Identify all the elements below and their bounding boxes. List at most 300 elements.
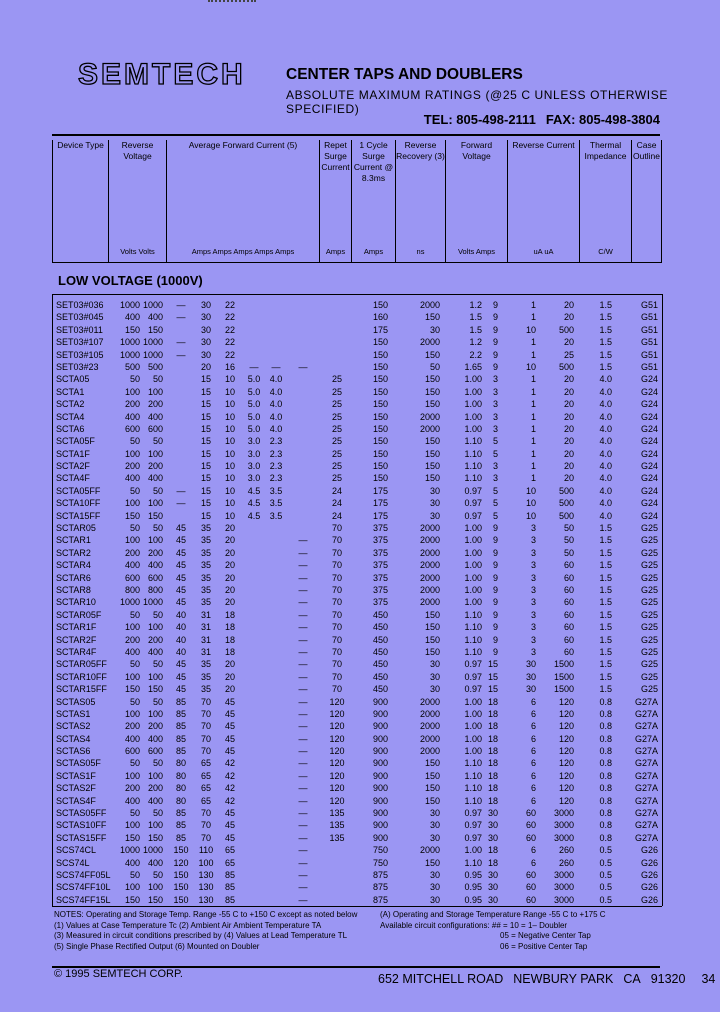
note-line: (1) Values at Case Temperature Tc (2) Ambient Air Ambient Temperature TA	[54, 920, 322, 930]
table-cell: 1.10	[464, 857, 482, 868]
table-cell: 4.0	[599, 461, 612, 472]
table-cell: 0.97	[464, 684, 482, 695]
table-cell: —	[298, 584, 308, 595]
table-cell: G25	[640, 597, 658, 608]
table-cell: SET03#105	[56, 349, 104, 360]
table-cell: SCTAS10FF	[56, 820, 107, 831]
table-cell: 100	[124, 671, 140, 682]
table-cell: 100	[124, 770, 140, 781]
table-cell: 100	[124, 498, 140, 509]
table-cell: 450	[372, 684, 388, 695]
table-cell: SET03#23	[56, 361, 99, 372]
table-cell: 150	[147, 894, 163, 905]
table-cell: 1.00	[464, 523, 482, 534]
table-cell: 80	[175, 795, 186, 806]
table-row	[52, 423, 662, 435]
table-cell: 10	[224, 473, 235, 484]
table-cell: 3	[492, 386, 498, 397]
table-row	[52, 398, 662, 410]
table-cell: 22	[224, 349, 235, 360]
table-cell: 45	[224, 820, 235, 831]
table-cell: 0.97	[464, 498, 482, 509]
table-cell: 20	[563, 411, 574, 422]
table-cell: 150	[424, 386, 440, 397]
table-cell: 1.10	[464, 448, 482, 459]
table-cell: 30	[429, 498, 440, 509]
table-row	[52, 881, 662, 893]
table-cell: 45	[224, 832, 235, 843]
table-cell: 400	[147, 560, 163, 571]
table-cell: 70	[331, 584, 342, 595]
table-cell: 1	[530, 448, 536, 459]
note-line: (5) Single Phase Rectified Output (6) Mounted on Doubler	[54, 941, 260, 951]
table-cell: 3	[530, 560, 536, 571]
table-cell: 5.0	[247, 374, 261, 385]
table-cell: 1	[530, 411, 536, 422]
table-cell: 70	[331, 609, 342, 620]
table-cell: 120	[558, 746, 574, 757]
table-cell: SCTAS05FF	[56, 808, 107, 819]
table-cell: 30	[487, 894, 498, 905]
table-cell: 1000	[119, 845, 140, 856]
table-cell: 18	[487, 758, 498, 769]
table-cell: 2.3	[269, 473, 283, 484]
table-cell: 20	[224, 584, 235, 595]
table-cell: 3	[530, 584, 536, 595]
table-cell: 175	[372, 485, 388, 496]
col-avg-forward-current: Average Forward Current (5) Amps Amps Amps Amps Amps	[166, 140, 319, 262]
table-cell: G25	[640, 523, 658, 534]
table-cell: 24	[331, 510, 342, 521]
table-cell: 1	[530, 473, 536, 484]
table-cell: 120	[558, 733, 574, 744]
table-cell: —	[298, 808, 308, 819]
table-cell: 375	[372, 597, 388, 608]
table-cell: 500	[558, 361, 574, 372]
table-cell: 30	[429, 882, 440, 893]
table-cell: 85	[224, 894, 235, 905]
table-cell: 400	[147, 312, 163, 323]
table-cell: 160	[372, 312, 388, 323]
table-cell: 2.3	[269, 448, 283, 459]
zip: 91320	[650, 972, 686, 986]
col-reverse-current: Reverse Current uA uA	[507, 140, 579, 262]
table-cell: 130	[198, 894, 214, 905]
table-cell: 1.5	[599, 646, 612, 657]
table-cell: 5	[492, 510, 498, 521]
table-cell: 100	[147, 770, 163, 781]
table-cell: 400	[124, 560, 140, 571]
table-cell: 42	[224, 770, 235, 781]
table-cell: 35	[200, 684, 211, 695]
table-cell: 6	[530, 795, 536, 806]
table-row	[52, 299, 662, 311]
table-cell: 1.5	[469, 312, 482, 323]
table-cell: 70	[331, 547, 342, 558]
table-cell: 1.00	[464, 374, 482, 385]
table-cell: 45	[175, 572, 186, 583]
table-cell: 25	[331, 386, 342, 397]
table-cell: —	[176, 300, 186, 310]
table-cell: G27A	[634, 783, 658, 794]
table-cell: 10	[224, 498, 235, 509]
header-rule	[52, 262, 662, 263]
table-cell: 50	[129, 808, 140, 819]
table-cell: 150	[147, 832, 163, 843]
table-row	[52, 547, 662, 559]
table-cell: 900	[372, 770, 388, 781]
table-row	[52, 609, 662, 621]
table-cell: —	[298, 361, 308, 372]
table-cell: 60	[563, 609, 574, 620]
table-cell: 30	[200, 312, 211, 323]
table-cell: 260	[558, 845, 574, 856]
table-cell: 800	[124, 584, 140, 595]
table-row	[52, 559, 662, 571]
table-cell: 9	[492, 572, 498, 583]
table-cell: G51	[640, 300, 658, 310]
table-cell: 100	[147, 448, 163, 459]
table-cell: 9	[492, 547, 498, 558]
table-cell: G27A	[634, 696, 658, 707]
table-cell: 600	[124, 746, 140, 757]
table-cell: 200	[147, 399, 163, 410]
table-cell: 20	[224, 535, 235, 546]
table-cell: 400	[124, 733, 140, 744]
table-cell: 30	[429, 671, 440, 682]
table-row	[52, 361, 662, 373]
table-cell: 150	[424, 473, 440, 484]
table-cell: 85	[175, 832, 186, 843]
table-cell: 1500	[553, 659, 574, 670]
table-cell: 400	[124, 795, 140, 806]
table-cell: 1.00	[464, 399, 482, 410]
table-cell: 900	[372, 795, 388, 806]
table-cell: G25	[640, 572, 658, 583]
table-cell: 1.10	[464, 795, 482, 806]
table-cell: 9	[492, 634, 498, 645]
table-cell: 10	[224, 461, 235, 472]
table-cell: 50	[129, 485, 140, 496]
table-row	[52, 869, 662, 881]
table-cell: 60	[525, 882, 536, 893]
table-cell: 175	[372, 510, 388, 521]
table-cell: 30	[429, 510, 440, 521]
table-cell: 100	[124, 708, 140, 719]
table-cell: 1.5	[599, 349, 612, 360]
table-cell: SCTAS1	[56, 708, 91, 719]
table-cell: 200	[124, 399, 140, 410]
table-cell: 60	[525, 832, 536, 843]
table-cell: 100	[147, 708, 163, 719]
table-cell: 0.95	[464, 882, 482, 893]
table-cell: G25	[640, 535, 658, 546]
table-cell: 1000	[119, 337, 140, 348]
table-cell: 2000	[419, 535, 440, 546]
table-cell: 1.10	[464, 758, 482, 769]
table-cell: 0.97	[464, 510, 482, 521]
table-cell: SET03#107	[56, 337, 104, 348]
table-cell: 0.8	[599, 746, 612, 757]
table-cell: 200	[124, 634, 140, 645]
table-cell: —	[298, 758, 308, 769]
table-cell: 150	[372, 448, 388, 459]
table-cell: G24	[640, 461, 658, 472]
table-cell: 0.8	[599, 721, 612, 732]
table-cell: 10	[224, 423, 235, 434]
table-row	[52, 696, 662, 708]
table-cell: 3	[492, 399, 498, 410]
table-cell: 4.0	[599, 498, 612, 509]
table-cell: SCTAR10	[56, 597, 96, 608]
table-cell: 1000	[142, 337, 163, 348]
table-cell: 15	[487, 671, 498, 682]
table-cell: 900	[372, 820, 388, 831]
table-cell: 3.5	[269, 498, 283, 509]
table-cell: 9	[492, 609, 498, 620]
table-cell: 200	[124, 783, 140, 794]
table-row	[52, 671, 662, 683]
table-cell: 175	[372, 324, 388, 335]
table-cell: 9	[492, 312, 498, 323]
table-cell: 150	[424, 436, 440, 447]
table-cell: 600	[147, 572, 163, 583]
table-row	[52, 832, 662, 844]
table-cell: 18	[224, 646, 235, 657]
table-cell: 100	[147, 671, 163, 682]
table-cell: 1.5	[599, 560, 612, 571]
table-cell: 450	[372, 659, 388, 670]
table-cell: SCTA15FF	[56, 510, 101, 521]
table-cell: G25	[640, 684, 658, 695]
table-cell: 50	[152, 659, 163, 670]
table-cell: 45	[224, 808, 235, 819]
table-cell: 35	[200, 523, 211, 534]
table-cell: 500	[558, 324, 574, 335]
table-cell: 35	[200, 572, 211, 583]
table-cell: 45	[224, 708, 235, 719]
table-cell: 1.00	[464, 535, 482, 546]
table-cell: —	[298, 696, 308, 707]
table-cell: 25	[331, 411, 342, 422]
table-cell: 24	[331, 485, 342, 496]
table-cell: 30	[487, 869, 498, 880]
table-cell: 50	[152, 869, 163, 880]
table-cell: SCTA1	[56, 386, 85, 397]
table-cell: 0.5	[599, 869, 612, 880]
table-cell: 0.5	[599, 882, 612, 893]
table-cell: 150	[147, 324, 163, 335]
table-cell: 9	[492, 560, 498, 571]
table-cell: 22	[224, 300, 235, 310]
table-cell: 15	[200, 498, 211, 509]
table-cell: 50	[129, 374, 140, 385]
table-cell: SCTAR2F	[56, 634, 97, 645]
table-cell: 2000	[419, 746, 440, 757]
table-cell: G24	[640, 485, 658, 496]
table-cell: 50	[129, 869, 140, 880]
table-row	[52, 522, 662, 534]
semtech-logo: SEMTECH	[78, 58, 246, 91]
table-cell: 1.00	[464, 708, 482, 719]
table-cell: G26	[640, 857, 658, 868]
table-cell: 1.10	[464, 770, 482, 781]
table-cell: SCTAR10FF	[56, 671, 107, 682]
table-cell: 150	[124, 894, 140, 905]
table-cell: SCS74FF10L	[56, 882, 111, 893]
table-cell: 50	[563, 547, 574, 558]
table-cell: 4.0	[269, 399, 283, 410]
table-cell: 150	[372, 436, 388, 447]
table-cell: 18	[487, 857, 498, 868]
table-cell: —	[298, 746, 308, 757]
table-cell: 150	[372, 300, 388, 310]
table-cell: 3000	[553, 820, 574, 831]
table-cell: G24	[640, 498, 658, 509]
table-cell: G25	[640, 646, 658, 657]
table-cell: 15	[200, 461, 211, 472]
table-cell: 5	[492, 498, 498, 509]
table-cell: 875	[372, 894, 388, 905]
table-cell: 200	[147, 721, 163, 732]
table-cell: 200	[124, 547, 140, 558]
table-cell: G26	[640, 869, 658, 880]
table-cell: 18	[487, 845, 498, 856]
table-cell: —	[298, 894, 308, 905]
table-cell: 40	[175, 634, 186, 645]
table-cell: 30	[429, 485, 440, 496]
table-cell: —	[298, 646, 308, 657]
table-cell: 70	[331, 684, 342, 695]
table-cell: 20	[563, 312, 574, 323]
table-cell: 3	[530, 535, 536, 546]
table-cell: G26	[640, 882, 658, 893]
table-cell: 20	[563, 386, 574, 397]
table-cell: 2000	[419, 411, 440, 422]
table-cell: 40	[175, 609, 186, 620]
table-cell: 1.00	[464, 721, 482, 732]
note-line: (3) Measured in circuit conditions prescribed by (4) Values at Lead Temperature TL	[54, 931, 348, 940]
table-cell: —	[298, 535, 308, 546]
table-cell: 0.95	[464, 894, 482, 905]
table-cell: SCTAR1F	[56, 622, 97, 633]
table-cell: 30	[200, 337, 211, 348]
table-cell: 0.5	[599, 845, 612, 856]
table-cell: 20	[563, 374, 574, 385]
table-cell: G24	[640, 448, 658, 459]
table-cell: SCTAS05	[56, 696, 96, 707]
table-cell: 3	[530, 572, 536, 583]
table-cell: 35	[200, 547, 211, 558]
table-cell: 80	[175, 783, 186, 794]
table-cell: 3.0	[247, 461, 261, 472]
fax-number: FAX: 805-498-3804	[545, 112, 660, 127]
table-cell: 6	[530, 733, 536, 744]
table-cell: 4.0	[599, 473, 612, 484]
table-cell: SCTAS05F	[56, 758, 101, 769]
table-cell: 25	[331, 423, 342, 434]
notes-right	[380, 910, 670, 952]
table-cell: 200	[147, 634, 163, 645]
table-cell: 0.8	[599, 696, 612, 707]
table-cell: 70	[200, 746, 211, 757]
table-cell: 2000	[419, 547, 440, 558]
table-cell: SCTA2F	[56, 461, 90, 472]
table-cell: 130	[198, 869, 214, 880]
table-cell: 1.10	[464, 436, 482, 447]
table-cell: 150	[372, 361, 388, 372]
table-cell: 100	[124, 448, 140, 459]
table-cell: 0.5	[599, 857, 612, 868]
table-cell: G27A	[634, 808, 658, 819]
col-thermal-impedance: Thermal Impedance C/W	[579, 140, 631, 262]
table-cell: 15	[487, 659, 498, 670]
table-cell: 1.00	[464, 597, 482, 608]
table-cell: 60	[525, 808, 536, 819]
table-cell: 45	[175, 523, 186, 534]
table-cell: 30	[429, 684, 440, 695]
copyright: © 1995 SEMTECH CORP.	[54, 968, 183, 980]
table-cell: SET03#011	[56, 324, 103, 335]
table-cell: 100	[147, 386, 163, 397]
table-cell: 30	[429, 820, 440, 831]
table-cell: 35	[200, 584, 211, 595]
table-cell: 1.2	[469, 300, 482, 310]
table-cell: 1	[530, 349, 536, 360]
table-cell: 70	[200, 721, 211, 732]
table-cell: 6	[530, 708, 536, 719]
table-cell: 45	[175, 659, 186, 670]
table-cell: 150	[372, 423, 388, 434]
table-cell: 50	[129, 659, 140, 670]
table-cell: 10	[224, 374, 235, 385]
table-cell: 150	[424, 374, 440, 385]
table-cell: 150	[124, 832, 140, 843]
table-cell: —	[298, 547, 308, 558]
table-cell: G25	[640, 609, 658, 620]
table-cell: 30	[525, 671, 536, 682]
table-row	[52, 485, 662, 497]
col-reverse-voltage: Reverse Voltage Volts Volts	[108, 140, 166, 262]
table-cell: 4.5	[247, 485, 261, 496]
table-cell: 400	[147, 646, 163, 657]
table-cell: 31	[200, 646, 211, 657]
table-cell: 5	[492, 436, 498, 447]
table-cell: 20	[563, 448, 574, 459]
table-cell: SCTA6	[56, 423, 85, 434]
table-cell: 450	[372, 646, 388, 657]
col-1cycle-surge: 1 Cycle Surge Current @ 8.3ms Amps	[351, 140, 395, 262]
table-cell: 30	[429, 808, 440, 819]
table-cell: 35	[200, 659, 211, 670]
table-row	[52, 782, 662, 794]
table-cell: 45	[224, 721, 235, 732]
table-cell: 1.5	[599, 324, 612, 335]
table-cell: 60	[563, 572, 574, 583]
table-cell: SCTAR2	[56, 547, 91, 558]
table-cell: 25	[331, 399, 342, 410]
table-cell: 85	[175, 746, 186, 757]
table-cell: 1.5	[599, 684, 612, 695]
table-cell: 120	[329, 733, 345, 744]
table-cell: 375	[372, 572, 388, 583]
table-cell: 85	[175, 708, 186, 719]
table-cell: 10	[525, 498, 536, 509]
table-cell: 70	[331, 671, 342, 682]
table-cell: 3000	[553, 808, 574, 819]
table-cell: 4.0	[599, 374, 612, 385]
table-cell: 5	[492, 485, 498, 496]
